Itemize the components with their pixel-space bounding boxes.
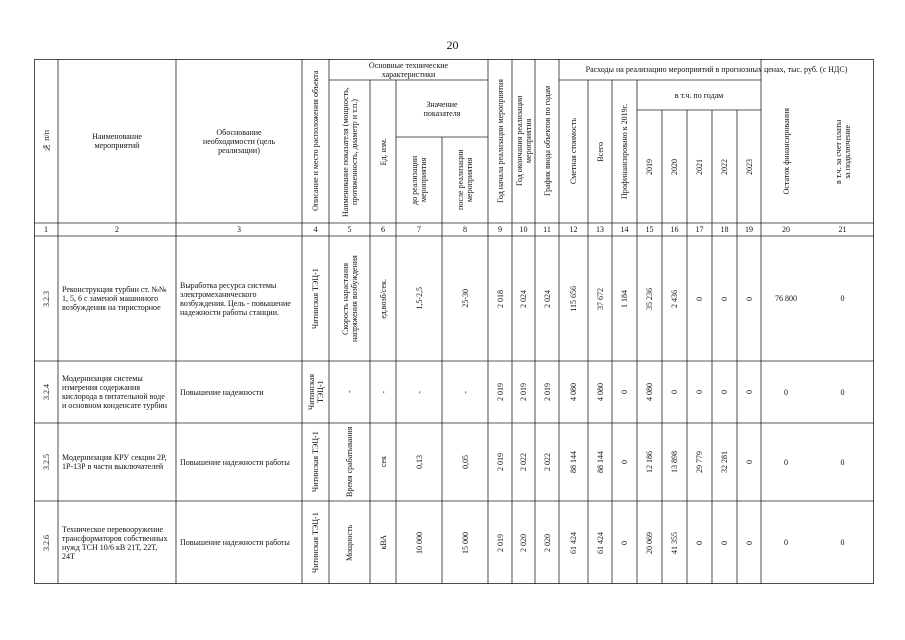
row-estimated: 115 656 — [569, 285, 578, 312]
row-2022: 32 281 — [720, 451, 729, 473]
row-2023: 0 — [744, 390, 754, 394]
row-reason-cell: Выработка ресурса системы электромеханического возбуждения. Цель - повышение надежности работы станции. — [180, 280, 291, 317]
header-estimated-cost — [559, 80, 588, 223]
row-total: 4 080 — [595, 383, 605, 401]
row-total-cell — [588, 361, 612, 423]
row-financed: 1 184 — [620, 289, 629, 308]
row-year-end: 2 022 — [519, 453, 528, 471]
column-number: 16 — [670, 225, 679, 234]
row-financed-cell — [612, 501, 637, 584]
row-before-cell — [396, 361, 442, 423]
row-2022-cell — [712, 361, 737, 423]
row-fee-cell: 0 — [840, 457, 845, 467]
row-2023-cell — [737, 361, 761, 423]
row-2019: 35 236 — [645, 287, 654, 310]
row-after: - — [460, 390, 470, 394]
row-schedule: 2 022 — [542, 453, 552, 471]
header-year-2020 — [662, 110, 687, 223]
row-after-cell — [442, 361, 488, 423]
column-number: 17 — [695, 225, 704, 234]
column-number: 2 — [115, 225, 119, 234]
row-2020: 41 355 — [670, 531, 679, 554]
header-tech-before — [396, 137, 442, 223]
row-remainder-cell: 0 — [784, 387, 788, 397]
row-param: - — [345, 390, 354, 394]
row-before: 10 000 — [414, 531, 424, 554]
row-unit-cell — [370, 423, 396, 501]
header-tech-param-label: Наименование показателя (мощность, протяженность, диаметр и т.п.) — [340, 86, 359, 217]
row-before-cell — [396, 423, 442, 501]
header-by-years-group: в т.ч. по годам — [674, 90, 724, 100]
header-financed-label: Профинансировано к 2019г. — [620, 104, 629, 199]
row-name-cell: Модернизация КРУ секции 2Р, 1Р-13Р в части выключателей — [62, 453, 167, 471]
row-2023-cell — [737, 501, 761, 584]
row-total: 88 144 — [595, 451, 605, 473]
row-2019-cell — [637, 361, 662, 423]
row-fee-cell: 0 — [840, 538, 845, 547]
row-name-cell: Реконструкция турбин ст. №№ 1, 5, 6 с заменой машинного возбуждения на тиристорное — [62, 285, 167, 312]
column-number: 8 — [463, 225, 467, 234]
row-2020-cell — [662, 236, 687, 361]
row-2019: 4 080 — [645, 383, 654, 401]
row-param: Мощность — [345, 524, 354, 561]
row-location-cell — [302, 501, 329, 584]
row-year-end: 2 024 — [519, 289, 528, 308]
row-location-cell — [302, 423, 329, 501]
column-number: 9 — [498, 225, 502, 234]
row-year-end-cell — [512, 423, 535, 501]
row-param: Время срабатывания — [345, 426, 354, 498]
header-schedule — [535, 59, 559, 223]
row-after-cell — [442, 236, 488, 361]
row-financed: 0 — [620, 540, 629, 545]
row-estimated-cell — [559, 423, 588, 501]
row-year-end: 2 019 — [519, 383, 528, 401]
header-year-2019 — [637, 110, 662, 223]
row-estimated-cell — [559, 236, 588, 361]
header-year-2022 — [712, 110, 737, 223]
row-year-start: 2 018 — [495, 289, 505, 308]
row-year-start-cell — [488, 423, 512, 501]
header-tech-group: Основные технические характеристики — [368, 60, 449, 79]
row-year-end-cell — [512, 236, 535, 361]
row-location: Читинская ТЭЦ-1 — [311, 431, 320, 493]
row-unit-cell — [370, 361, 396, 423]
row-2021-cell — [687, 361, 712, 423]
row-year-end-cell — [512, 501, 535, 584]
row-name-cell: Техническое перевооружение трансформаторов собственных нужд ТСН 10/6 кВ 21Т, 22Т, 24Т — [62, 524, 168, 561]
page-number: 20 — [446, 38, 459, 52]
column-number: 11 — [543, 225, 551, 234]
row-unit: - — [378, 390, 388, 394]
row-2020: 2 436 — [670, 289, 679, 308]
header-year-end-label: Год окончания реализации мероприятия — [514, 95, 533, 187]
row-unit: ед.возб/сек. — [378, 278, 388, 319]
column-number: 13 — [596, 225, 604, 234]
row-2019-cell — [637, 423, 662, 501]
row-2022-cell — [712, 236, 737, 361]
header-year-2021-label: 2021 — [695, 158, 704, 175]
row-location: Читинская ТЭЦ-1 — [311, 268, 320, 329]
investment-table — [34, 59, 874, 584]
header-year-end — [512, 59, 535, 223]
row-num: 3.2.5 — [41, 454, 51, 470]
row-param-cell — [329, 361, 370, 423]
row-2019: 20 069 — [645, 531, 654, 554]
column-number: 18 — [720, 225, 729, 234]
row-param-cell — [329, 501, 370, 584]
row-after-cell — [442, 501, 488, 584]
header-costs-group: Расходы на реализацию мероприятий в прогнозных ценах, тыс. руб. (с НДС) — [585, 65, 848, 74]
row-year-start: 2 019 — [495, 533, 505, 552]
row-estimated-cell — [559, 361, 588, 423]
header-year-start-label: Год начала реализации мероприятия — [495, 79, 505, 203]
row-estimated: 88 144 — [569, 451, 578, 473]
header-year-start — [488, 59, 512, 223]
header-tech-unit-label: Ед. изм. — [378, 137, 388, 166]
row-2021: 0 — [695, 296, 704, 301]
column-number: 19 — [745, 225, 753, 234]
row-financed-cell — [612, 236, 637, 361]
header-tech-param — [329, 80, 370, 223]
row-unit: сек — [378, 456, 388, 468]
header-estimated-cost-label: Сметная стоимость — [569, 118, 578, 185]
row-schedule: 2 019 — [542, 383, 552, 401]
column-number: 14 — [620, 225, 629, 234]
row-2021-cell — [687, 501, 712, 584]
header-year-2023 — [737, 110, 761, 223]
column-number: 15 — [645, 225, 654, 234]
row-2021-cell — [687, 236, 712, 361]
header-reason: Обоснование необходимости (цель реализации) — [202, 127, 276, 155]
row-2022: 0 — [720, 390, 729, 394]
row-remainder-cell: 0 — [784, 457, 788, 467]
row-location-cell — [302, 361, 329, 423]
row-total-cell — [588, 501, 612, 584]
header-remainder — [761, 80, 811, 223]
row-2019-cell — [637, 236, 662, 361]
row-remainder-cell: 76 800 — [775, 294, 797, 303]
row-year-start: 2 019 — [495, 383, 505, 401]
row-num-cell — [34, 361, 58, 423]
header-connection-fee — [811, 80, 874, 223]
row-2023: 0 — [744, 540, 754, 545]
column-number: 7 — [417, 225, 421, 234]
row-num: 3.2.3 — [41, 290, 51, 307]
row-2023: 0 — [744, 460, 754, 464]
row-financed: 0 — [620, 460, 629, 464]
column-number: 10 — [519, 225, 528, 234]
header-tech-before-label: до реализации мероприятия — [410, 155, 428, 205]
row-financed: 0 — [620, 390, 629, 394]
row-reason-cell: Повышение надежности работы — [180, 457, 290, 467]
row-unit-cell — [370, 236, 396, 361]
header-schedule-label: График ввода объектов по годам — [542, 85, 552, 197]
header-tech-unit — [370, 80, 396, 223]
row-before: 0,13 — [414, 455, 424, 469]
row-total: 37 672 — [595, 287, 605, 310]
row-fee-cell: 0 — [840, 294, 845, 303]
row-param: Скорость нарастания напряжения возбуждения — [340, 255, 359, 342]
row-2023-cell — [737, 423, 761, 501]
row-2022-cell — [712, 501, 737, 584]
row-total: 61 424 — [595, 531, 605, 554]
row-schedule-cell — [535, 423, 559, 501]
header-num — [34, 59, 58, 223]
row-2021: 0 — [695, 540, 704, 545]
row-2020-cell — [662, 501, 687, 584]
header-num-label: № п/п — [41, 130, 51, 152]
row-year-end-cell — [512, 361, 535, 423]
row-schedule-cell — [535, 501, 559, 584]
header-tech-after — [442, 137, 488, 223]
row-schedule: 2 024 — [542, 289, 552, 308]
row-before: - — [414, 390, 424, 394]
header-financed — [612, 80, 637, 223]
row-2019: 12 186 — [645, 451, 654, 473]
column-number: 3 — [237, 225, 241, 234]
header-name: Наименование мероприятий — [92, 132, 142, 150]
row-2020: 0 — [670, 390, 679, 394]
row-schedule-cell — [535, 236, 559, 361]
row-unit: кВА — [378, 535, 388, 550]
header-year-2022-label: 2022 — [720, 158, 729, 175]
column-number: 5 — [347, 225, 352, 234]
header-year-2019-label: 2019 — [645, 158, 654, 175]
row-year-start-cell — [488, 361, 512, 423]
header-location-label: Описание и место расположения объекта — [311, 70, 320, 212]
row-param-cell — [329, 423, 370, 501]
column-number: 4 — [313, 225, 318, 234]
column-number: 6 — [381, 225, 385, 234]
row-remainder-cell: 0 — [784, 538, 788, 547]
header-total — [588, 80, 612, 223]
row-name-cell: Модернизация системы измерения содержания кислорода в питательной воде и основном конденсате турбин — [62, 374, 168, 410]
header-year-2023-label: 2023 — [744, 158, 754, 175]
row-location-cell — [302, 236, 329, 361]
row-2021: 29 779 — [695, 451, 704, 473]
column-number: 1 — [44, 225, 48, 234]
header-location — [302, 59, 329, 223]
row-total-cell — [588, 236, 612, 361]
row-estimated: 61 424 — [569, 531, 578, 554]
row-reason-cell: Повышение надежности — [180, 387, 264, 397]
row-2022-cell — [712, 423, 737, 501]
row-after: 15 000 — [460, 531, 470, 554]
row-reason-cell: Повышение надежности работы — [180, 538, 290, 547]
row-before-cell — [396, 236, 442, 361]
row-2023-cell — [737, 236, 761, 361]
column-number: 12 — [569, 225, 578, 234]
row-param-cell — [329, 236, 370, 361]
row-schedule-cell — [535, 361, 559, 423]
row-before-cell — [396, 501, 442, 584]
row-year-end: 2 020 — [519, 533, 528, 552]
row-year-start: 2 019 — [495, 453, 505, 471]
row-after-cell — [442, 423, 488, 501]
header-connection-fee-label: в т.ч. за счет платы за подключение — [833, 119, 852, 184]
header-tech-value-group: Значение показателя — [423, 99, 461, 118]
row-2019-cell — [637, 501, 662, 584]
column-number: 20 — [782, 225, 790, 234]
header-total-label: Всего — [595, 141, 605, 162]
row-2020-cell — [662, 361, 687, 423]
row-unit-cell — [370, 501, 396, 584]
row-2020: 13 898 — [670, 451, 679, 473]
row-estimated-cell — [559, 501, 588, 584]
row-after: 25-30 — [460, 289, 470, 308]
row-estimated: 4 080 — [569, 383, 578, 401]
row-num-cell — [34, 236, 58, 361]
row-2021-cell — [687, 423, 712, 501]
header-year-2021 — [687, 110, 712, 223]
row-2021: 0 — [695, 390, 704, 394]
row-after: 0,05 — [460, 455, 470, 469]
row-fee-cell: 0 — [840, 387, 845, 397]
column-number: 21 — [838, 225, 847, 234]
row-financed-cell — [612, 423, 637, 501]
row-2020-cell — [662, 423, 687, 501]
row-location: Читинская ТЭЦ-1 — [311, 512, 320, 573]
header-year-2020-label: 2020 — [670, 158, 679, 175]
row-total-cell — [588, 423, 612, 501]
row-num-cell — [34, 501, 58, 584]
row-2022: 0 — [720, 540, 729, 545]
row-num: 3.2.4 — [41, 384, 51, 400]
header-tech-after-label: после реализации мероприятия — [456, 149, 474, 211]
row-num: 3.2.6 — [41, 534, 51, 551]
row-num-cell — [34, 423, 58, 501]
row-before: 1,5-2,5 — [414, 287, 424, 310]
header-remainder-label: Остаток финансирования — [781, 108, 791, 195]
row-location: Читинская ТЭЦ-1 — [306, 373, 325, 411]
row-financed-cell — [612, 361, 637, 423]
row-2022: 0 — [720, 296, 729, 301]
row-year-start-cell — [488, 501, 512, 584]
row-year-start-cell — [488, 236, 512, 361]
row-schedule: 2 020 — [542, 533, 552, 552]
row-2023: 0 — [744, 296, 754, 301]
